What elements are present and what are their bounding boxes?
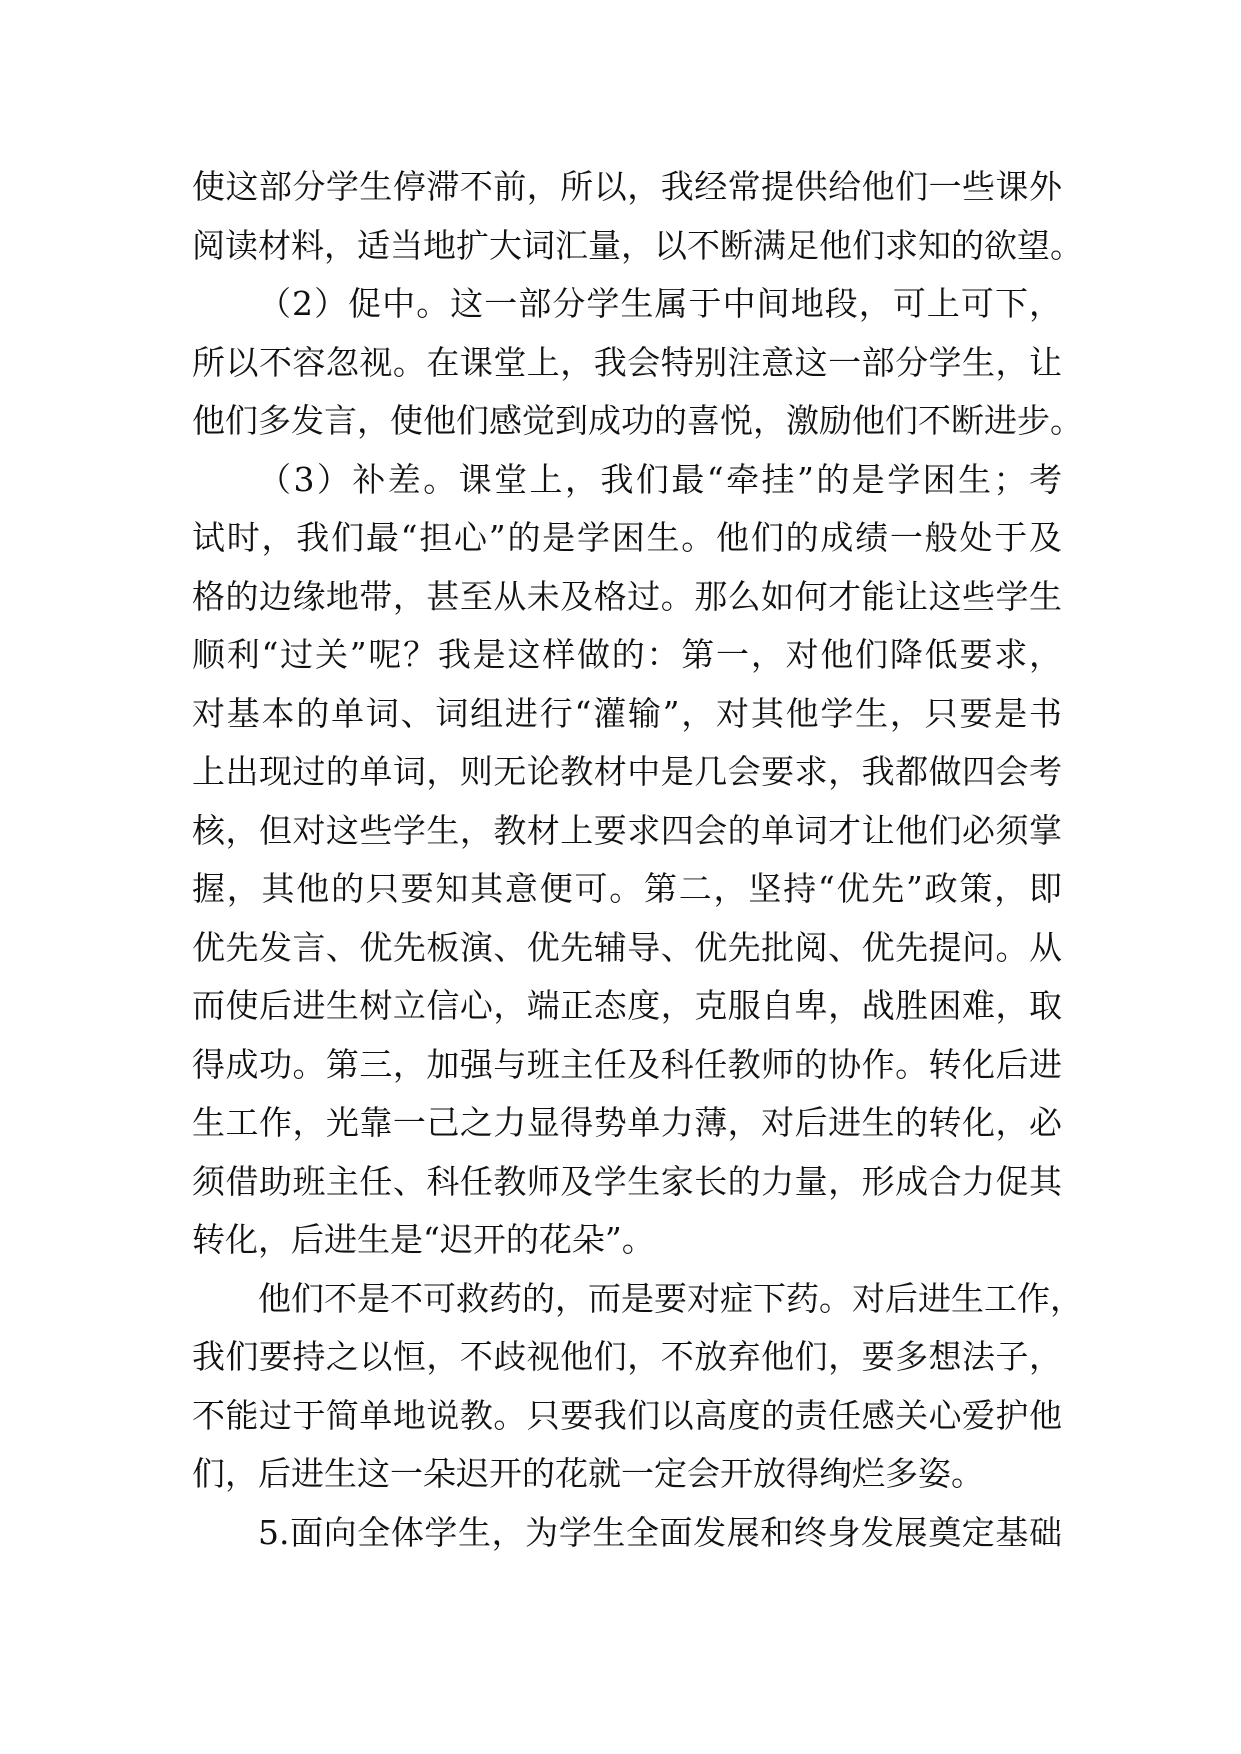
text-line: 优先发言、优先板演、优先辅导、优先批阅、优先提问。从	[192, 927, 1062, 967]
text-line: 转化，后进生是“迟开的花朵”。	[192, 1220, 655, 1259]
text-line: （3）补差。课堂上，我们最“牵挂”的是学困生；考	[258, 459, 1062, 499]
text-line: 他们不是不可救药的，而是要对症下药。对后进生工作，	[258, 1278, 1083, 1318]
text-line: 们，后进生这一朵迟开的花就一定会开放得绚烂多姿。	[192, 1454, 984, 1493]
text-line: 得成功。第三，加强与班主任及科任教师的协作。转化后进	[192, 1044, 1062, 1084]
text-line: 握，其他的只要知其意便可。第二，坚持“优先”政策，即	[192, 869, 1062, 908]
text-line: 须借助班主任、科任教师及学生家长的力量，形成合力促其	[192, 1161, 1062, 1201]
text-line: 生工作，光靠一己之力显得势单力薄，对后进生的转化，必	[192, 1103, 1062, 1142]
text-line: 对基本的单词、词组进行“灌输”，对其他学生，只要是书	[192, 693, 1062, 733]
text-line: （2）促中。这一部分学生属于中间地段，可上可下，	[258, 284, 1062, 323]
text-line: 格的边缘地带，甚至从未及格过。那么如何才能让这些学生	[192, 576, 1062, 616]
text-line: 我们要持之以恒，不歧视他们，不放弃他们，要多想法子，	[192, 1337, 1062, 1376]
text-line: 核，但对这些学生，教材上要求四会的单词才让他们必须掌	[192, 810, 1062, 850]
body-text	[192, 158, 1083, 1562]
text-line: 所以不容忽视。在课堂上，我会特别注意这一部分学生，让	[192, 342, 1062, 382]
text-line: 他们多发言，使他们感觉到成功的喜悦，激励他们不断进步。	[192, 401, 1083, 440]
text-line: 上出现过的单词，则无论教材中是几会要求，我都做四会考	[192, 752, 1062, 791]
text-line: 而使后进生树立信心，端正态度，克服自卑，战胜困难，取	[192, 986, 1062, 1025]
text-line: 使这部分学生停滞不前，所以，我经常提供给他们一些课外	[192, 167, 1062, 206]
text-line: 5.面向全体学生，为学生全面发展和终身发展奠定基础	[258, 1512, 1062, 1552]
text-line: 试时，我们最“担心”的是学困生。他们的成绩一般处于及	[192, 518, 1062, 557]
text-line: 不能过于简单地说教。只要我们以高度的责任感关心爱护他	[192, 1395, 1062, 1435]
text-line: 阅读材料，适当地扩大词汇量，以不断满足他们求知的欲望。	[192, 225, 1083, 265]
text-line: 顺利“过关”呢？我是这样做的：第一，对他们降低要求，	[192, 635, 1062, 674]
